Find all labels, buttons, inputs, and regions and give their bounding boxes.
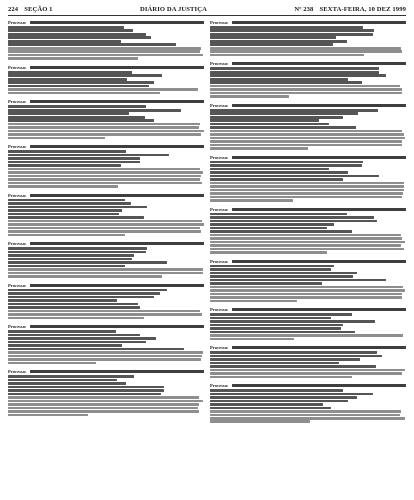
text-line-placeholder <box>210 327 341 330</box>
text-line-placeholder <box>232 156 406 159</box>
issue-number: Nº 238 <box>294 5 314 13</box>
case-number-label: Processo: <box>8 324 27 330</box>
text-line-placeholder <box>8 386 164 389</box>
text-line-placeholder <box>210 192 403 195</box>
text-line-placeholder <box>8 254 134 257</box>
text-line-placeholder <box>210 300 297 303</box>
text-line-placeholder <box>210 50 402 53</box>
text-line-placeholder <box>210 414 400 417</box>
text-line-placeholder <box>8 71 132 74</box>
text-line-placeholder <box>8 157 140 160</box>
case-entry <box>210 61 406 97</box>
issue-date: SEXTA-FEIRA, 10 DEZ 1999 <box>319 5 406 13</box>
text-line-placeholder <box>210 126 356 129</box>
text-line-placeholder <box>8 296 154 299</box>
text-line-placeholder <box>210 92 402 95</box>
text-line-placeholder <box>8 310 200 313</box>
text-line-placeholder <box>232 62 406 65</box>
text-line-placeholder <box>30 66 204 69</box>
text-line-placeholder <box>30 325 204 328</box>
text-line-placeholder <box>8 182 202 185</box>
text-line-placeholder <box>210 220 377 223</box>
text-line-placeholder <box>8 362 96 365</box>
text-line-placeholder <box>210 109 378 112</box>
text-line-placeholder <box>30 370 204 373</box>
case-entry <box>8 369 204 416</box>
text-line-placeholder <box>210 144 402 147</box>
case-entry <box>210 383 406 423</box>
text-line-placeholder <box>8 341 146 344</box>
text-line-placeholder <box>210 410 401 413</box>
text-line-placeholder <box>8 199 125 202</box>
case-number-label: Processo: <box>8 369 27 375</box>
text-line-placeholder <box>8 272 203 275</box>
text-line-placeholder <box>210 196 402 199</box>
text-line-placeholder <box>8 303 138 306</box>
case-number-label: Processo: <box>210 383 229 389</box>
right-column <box>210 20 406 498</box>
text-line-placeholder <box>210 351 377 354</box>
text-line-placeholder <box>8 26 124 29</box>
case-number-label: Processo: <box>8 144 27 150</box>
text-line-placeholder <box>8 130 204 133</box>
text-line-placeholder <box>8 334 140 337</box>
text-line-placeholder <box>210 171 348 174</box>
text-line-placeholder <box>8 109 181 112</box>
text-line-placeholder <box>210 26 363 29</box>
text-line-placeholder <box>232 384 406 387</box>
text-line-placeholder <box>210 275 353 278</box>
text-line-placeholder <box>210 313 352 316</box>
text-line-placeholder <box>210 33 373 36</box>
text-line-placeholder <box>210 116 343 119</box>
text-line-placeholder <box>210 161 363 164</box>
text-line-placeholder <box>210 272 357 275</box>
text-line-placeholder <box>232 21 406 24</box>
text-line-placeholder <box>8 47 201 50</box>
text-line-placeholder <box>210 407 331 410</box>
case-entry <box>210 345 406 378</box>
text-line-placeholder <box>8 344 122 347</box>
text-line-placeholder <box>210 334 403 337</box>
text-line-placeholder <box>8 227 200 230</box>
text-line-placeholder <box>210 140 402 143</box>
text-line-placeholder <box>210 147 308 150</box>
text-line-placeholder <box>30 284 204 287</box>
case-entry <box>8 193 204 236</box>
text-line-placeholder <box>8 57 138 60</box>
text-line-placeholder <box>210 365 376 368</box>
text-line-placeholder <box>210 168 329 171</box>
text-line-placeholder <box>210 362 339 365</box>
text-line-placeholder <box>210 320 375 323</box>
case-number-label: Processo: <box>210 345 229 351</box>
text-line-placeholder <box>210 296 402 299</box>
text-line-placeholder <box>210 293 402 296</box>
text-line-placeholder <box>8 178 200 181</box>
text-line-placeholder <box>210 182 404 185</box>
page-number: 224 <box>8 5 19 13</box>
text-line-placeholder <box>8 351 203 354</box>
text-line-placeholder <box>210 286 403 289</box>
text-line-placeholder <box>8 78 127 81</box>
text-line-placeholder <box>8 150 126 153</box>
text-line-placeholder <box>210 78 348 81</box>
text-line-placeholder <box>8 29 133 32</box>
text-line-placeholder <box>8 292 160 295</box>
text-line-placeholder <box>8 337 156 340</box>
text-line-placeholder <box>210 74 386 77</box>
case-number-label: Processo: <box>8 99 27 105</box>
case-number-label: Processo: <box>210 102 229 108</box>
text-line-placeholder <box>210 420 310 423</box>
text-line-placeholder <box>8 403 199 406</box>
text-line-placeholder <box>210 241 405 244</box>
text-line-placeholder <box>210 279 386 282</box>
text-line-placeholder <box>210 227 327 230</box>
text-line-placeholder <box>8 40 121 43</box>
case-number-label: Processo: <box>210 61 229 67</box>
text-line-placeholder <box>8 330 116 333</box>
text-line-placeholder <box>8 258 132 261</box>
section-label: SEÇÃO 1 <box>24 5 53 13</box>
text-line-placeholder <box>210 268 331 271</box>
text-line-placeholder <box>8 230 201 233</box>
case-entry <box>210 259 406 302</box>
text-line-placeholder <box>210 372 402 375</box>
text-line-placeholder <box>210 216 374 219</box>
text-line-placeholder <box>8 317 144 320</box>
text-line-placeholder <box>210 265 334 268</box>
text-line-placeholder <box>8 126 199 129</box>
text-line-placeholder <box>210 47 401 50</box>
text-line-placeholder <box>210 85 400 88</box>
case-entry <box>8 99 204 139</box>
page-header <box>8 3 406 16</box>
text-line-placeholder <box>8 216 144 219</box>
text-line-placeholder <box>210 88 402 91</box>
text-line-placeholder <box>210 175 379 178</box>
text-line-placeholder <box>8 410 199 413</box>
text-line-placeholder <box>8 251 146 254</box>
text-line-placeholder <box>210 417 405 420</box>
text-line-placeholder <box>8 81 154 84</box>
text-line-placeholder <box>8 185 118 188</box>
text-line-placeholder <box>210 95 289 98</box>
text-line-placeholder <box>8 171 203 174</box>
text-line-placeholder <box>8 137 105 140</box>
text-line-placeholder <box>210 130 402 133</box>
case-entry <box>8 241 204 277</box>
case-number-label: Processo: <box>8 20 27 25</box>
case-entry <box>8 283 204 319</box>
text-line-placeholder <box>8 43 176 46</box>
journal-title: DIÁRIO DA JUSTIÇA <box>140 5 207 13</box>
text-line-placeholder <box>210 199 293 202</box>
text-line-placeholder <box>210 119 319 122</box>
text-line-placeholder <box>210 36 336 39</box>
case-entry <box>8 20 204 60</box>
text-line-placeholder <box>210 389 343 392</box>
text-line-placeholder <box>232 104 406 107</box>
text-line-placeholder <box>8 306 140 309</box>
text-line-placeholder <box>8 389 164 392</box>
text-line-placeholder <box>210 40 347 43</box>
case-entry <box>210 207 406 254</box>
text-line-placeholder <box>8 168 200 171</box>
text-line-placeholder <box>210 376 352 379</box>
text-line-placeholder <box>210 393 373 396</box>
text-line-placeholder <box>8 206 147 209</box>
case-number-label: Processo: <box>8 64 27 70</box>
text-line-placeholder <box>8 289 167 292</box>
text-line-placeholder <box>8 119 154 122</box>
text-line-placeholder <box>210 289 405 292</box>
text-line-placeholder <box>8 112 129 115</box>
text-line-placeholder <box>8 123 200 126</box>
text-line-placeholder <box>30 100 204 103</box>
text-line-placeholder <box>210 137 405 140</box>
text-line-placeholder <box>30 145 204 148</box>
text-line-placeholder <box>210 29 374 32</box>
text-line-placeholder <box>8 268 203 271</box>
text-line-placeholder <box>232 346 406 349</box>
text-line-placeholder <box>8 88 198 91</box>
text-line-placeholder <box>232 308 406 311</box>
case-entry <box>210 155 406 202</box>
case-entry <box>210 307 406 340</box>
text-line-placeholder <box>8 396 199 399</box>
text-line-placeholder <box>8 261 167 264</box>
text-line-placeholder <box>8 382 126 385</box>
text-line-placeholder <box>8 92 160 95</box>
text-line-placeholder <box>210 317 331 320</box>
text-line-placeholder <box>210 185 404 188</box>
text-line-placeholder <box>30 21 204 24</box>
text-line-placeholder <box>8 54 203 57</box>
text-line-placeholder <box>8 36 151 39</box>
case-entry <box>8 324 204 364</box>
case-number-label: Processo: <box>210 307 229 313</box>
text-line-placeholder <box>210 396 357 399</box>
text-line-placeholder <box>8 116 145 119</box>
text-line-placeholder <box>210 282 322 285</box>
text-line-placeholder <box>8 154 169 157</box>
left-column <box>8 20 204 498</box>
case-entry <box>210 103 406 150</box>
text-line-placeholder <box>210 164 362 167</box>
case-number-label: Processo: <box>8 192 27 198</box>
text-line-placeholder <box>210 230 352 233</box>
text-line-placeholder <box>8 265 125 268</box>
text-line-placeholder <box>210 189 404 192</box>
text-line-placeholder <box>210 403 323 406</box>
text-line-placeholder <box>8 105 146 108</box>
case-entry <box>210 20 406 56</box>
text-line-placeholder <box>210 400 348 403</box>
text-line-placeholder <box>8 379 117 382</box>
text-line-placeholder <box>8 213 119 216</box>
text-line-placeholder <box>8 161 140 164</box>
text-line-placeholder <box>8 175 201 178</box>
text-line-placeholder <box>8 299 117 302</box>
case-entry <box>8 65 204 95</box>
text-line-placeholder <box>210 324 343 327</box>
text-line-placeholder <box>8 209 122 212</box>
case-number-label: Processo: <box>210 154 229 160</box>
text-line-placeholder <box>210 358 360 361</box>
text-line-placeholder <box>210 112 358 115</box>
text-line-placeholder <box>30 242 204 245</box>
text-line-placeholder <box>8 393 161 396</box>
text-line-placeholder <box>8 223 204 226</box>
text-line-placeholder <box>8 33 146 36</box>
text-line-placeholder <box>8 85 149 88</box>
text-line-placeholder <box>210 133 404 136</box>
text-line-placeholder <box>8 247 147 250</box>
text-line-placeholder <box>8 348 184 351</box>
text-line-placeholder <box>8 50 200 53</box>
text-line-placeholder <box>8 358 201 361</box>
text-line-placeholder <box>8 220 202 223</box>
text-line-placeholder <box>210 244 401 247</box>
text-line-placeholder <box>8 234 125 237</box>
text-line-placeholder <box>8 407 198 410</box>
text-line-placeholder <box>210 213 347 216</box>
text-line-placeholder <box>210 355 382 358</box>
text-line-placeholder <box>210 223 334 226</box>
case-number-label: Processo: <box>210 206 229 212</box>
text-line-placeholder <box>8 400 203 403</box>
text-line-placeholder <box>210 178 343 181</box>
text-line-placeholder <box>210 234 401 237</box>
text-line-placeholder <box>8 355 202 358</box>
case-number-label: Processo: <box>8 282 27 288</box>
text-line-placeholder <box>232 260 406 263</box>
text-line-placeholder <box>210 338 294 341</box>
text-line-placeholder <box>8 275 162 278</box>
text-line-placeholder <box>210 81 362 84</box>
text-line-placeholder <box>210 237 402 240</box>
text-line-placeholder <box>210 251 327 254</box>
text-line-placeholder <box>210 43 333 46</box>
text-line-placeholder <box>210 54 364 57</box>
text-line-placeholder <box>210 248 404 251</box>
text-line-placeholder <box>210 67 379 70</box>
case-entry <box>8 144 204 187</box>
text-line-placeholder <box>210 123 329 126</box>
case-number-label: Processo: <box>8 241 27 247</box>
text-line-placeholder <box>232 208 406 211</box>
text-line-placeholder <box>8 133 201 136</box>
case-number-label: Processo: <box>210 258 229 264</box>
text-line-placeholder <box>30 194 204 197</box>
case-number-label: Processo: <box>210 20 229 25</box>
text-line-placeholder <box>8 74 162 77</box>
text-line-placeholder <box>8 164 121 167</box>
text-line-placeholder <box>8 313 202 316</box>
text-line-placeholder <box>8 202 131 205</box>
text-line-placeholder <box>210 71 379 74</box>
text-line-placeholder <box>8 375 134 378</box>
text-line-placeholder <box>210 369 405 372</box>
text-line-placeholder <box>210 331 355 334</box>
text-line-placeholder <box>8 414 88 417</box>
